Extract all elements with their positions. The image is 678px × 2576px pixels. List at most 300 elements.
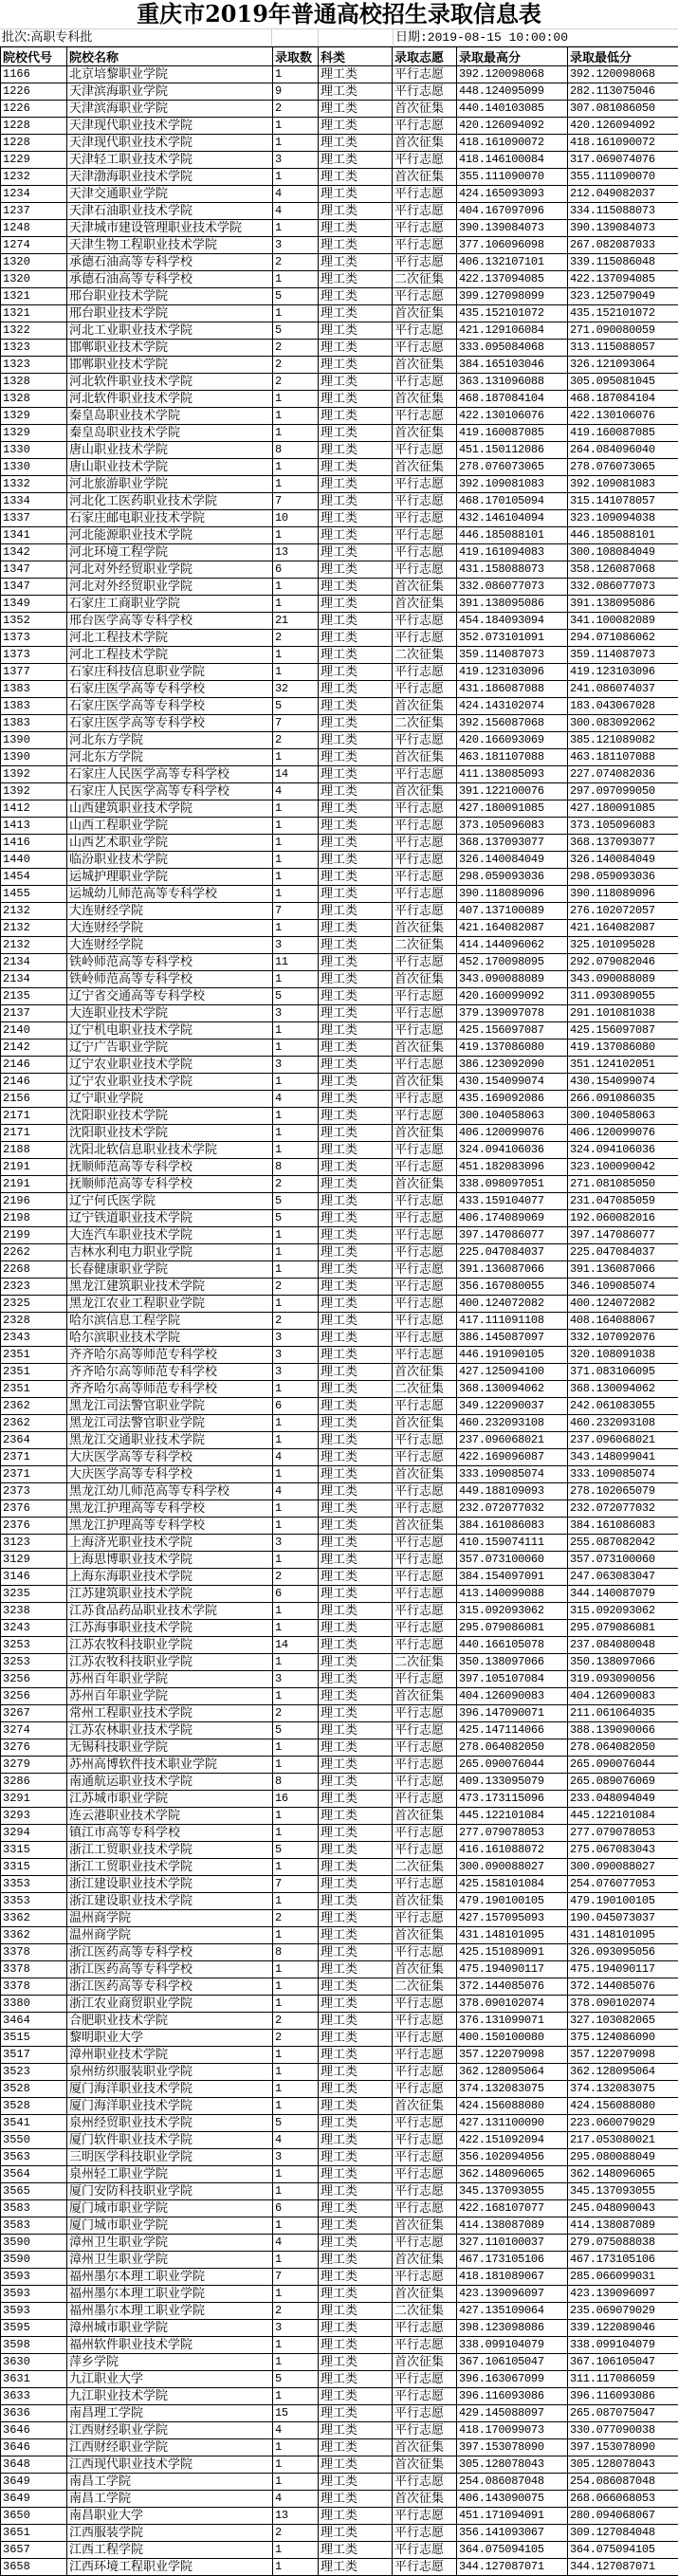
cell-volunteer-type: 平行志愿 <box>393 561 457 579</box>
cell-admitted-count: 1 <box>273 1859 319 1876</box>
cell-school-name: 上海思博职业技术学院 <box>67 1552 273 1569</box>
cell-school-code: 2328 <box>1 1313 67 1330</box>
cell-max-score: 332.086077073 <box>457 579 568 596</box>
cell-admitted-count: 5 <box>273 322 319 340</box>
cell-admitted-count: 2 <box>273 1910 319 1927</box>
cell-min-score: 235.069079029 <box>568 2303 678 2320</box>
cell-min-score: 300.108084049 <box>568 544 678 561</box>
cell-school-code: 3630 <box>1 2354 67 2371</box>
cell-school-name: 大连财经学院 <box>67 903 273 920</box>
table-row <box>1 647 678 664</box>
table-row <box>1 2525 678 2542</box>
cell-school-name: 江苏农林职业技术学院 <box>67 1722 273 1739</box>
cell-min-score: 320.108091038 <box>568 1347 678 1364</box>
cell-volunteer-type: 平行志愿 <box>393 869 457 886</box>
cell-min-score: 339.122089046 <box>568 2320 678 2337</box>
cell-max-score: 449.188109093 <box>457 1483 568 1500</box>
cell-admitted-count: 6 <box>273 2200 319 2217</box>
cell-volunteer-type: 首次征集 <box>393 2491 457 2508</box>
cell-max-score: 422.169096087 <box>457 1449 568 1466</box>
cell-max-score: 451.182083096 <box>457 1159 568 1176</box>
header-max-score: 录取最高分 <box>457 47 568 66</box>
cell-max-score: 344.127087071 <box>457 2559 568 2576</box>
cell-category: 理工类 <box>319 1654 393 1671</box>
cell-volunteer-type: 首次征集 <box>393 2354 457 2371</box>
cell-volunteer-type: 二次征集 <box>393 1654 457 1671</box>
cell-max-score: 350.138097066 <box>457 1654 568 1671</box>
cell-school-name: 河北软件职业技术学院 <box>67 374 273 391</box>
cell-admitted-count: 1 <box>273 1552 319 1569</box>
cell-admitted-count: 1 <box>273 749 319 766</box>
cell-volunteer-type: 平行志愿 <box>393 1739 457 1757</box>
cell-school-name: 河北工程技术学院 <box>67 630 273 647</box>
cell-category: 理工类 <box>319 1415 393 1432</box>
cell-volunteer-type: 平行志愿 <box>393 732 457 749</box>
cell-school-name: 南昌职业大学 <box>67 2508 273 2525</box>
cell-admitted-count: 2 <box>273 1569 319 1586</box>
table-row <box>1 1159 678 1176</box>
cell-admitted-count: 13 <box>273 544 319 561</box>
cell-volunteer-type: 平行志愿 <box>393 1637 457 1654</box>
cell-school-code: 2134 <box>1 954 67 971</box>
cell-min-score: 327.103082065 <box>568 2013 678 2030</box>
cell-school-name: 哈尔滨职业技术学院 <box>67 1330 273 1347</box>
cell-min-score: 315.092093062 <box>568 1603 678 1620</box>
cell-volunteer-type: 平行志愿 <box>393 1603 457 1620</box>
table-row <box>1 2337 678 2354</box>
cell-category: 理工类 <box>319 1500 393 1518</box>
cell-min-score: 237.096068021 <box>568 1432 678 1449</box>
cell-volunteer-type: 平行志愿 <box>393 2064 457 2081</box>
cell-min-score: 375.124086090 <box>568 2030 678 2047</box>
cell-max-score: 384.165103046 <box>457 357 568 374</box>
table-row <box>1 1381 678 1398</box>
cell-admitted-count: 1 <box>273 2166 319 2183</box>
cell-volunteer-type: 平行志愿 <box>393 1996 457 2013</box>
cell-school-code: 3646 <box>1 2422 67 2439</box>
table-row <box>1 1757 678 1774</box>
cell-admitted-count: 4 <box>273 2132 319 2149</box>
table-row <box>1 322 678 340</box>
cell-school-name: 南通航运职业技术学院 <box>67 1774 273 1791</box>
cell-school-code: 1332 <box>1 476 67 493</box>
cell-school-code: 3276 <box>1 1739 67 1757</box>
cell-admitted-count: 1 <box>273 1244 319 1261</box>
cell-min-score: 344.127087071 <box>568 2559 678 2576</box>
cell-school-code: 1229 <box>1 152 67 169</box>
cell-max-score: 305.128078043 <box>457 2456 568 2474</box>
cell-school-name: 唐山职业技术学院 <box>67 442 273 459</box>
cell-category: 理工类 <box>319 1074 393 1091</box>
cell-volunteer-type: 平行志愿 <box>393 544 457 561</box>
cell-max-score: 425.147114066 <box>457 1722 568 1739</box>
cell-min-score: 421.164082087 <box>568 920 678 937</box>
cell-volunteer-type: 平行志愿 <box>393 2320 457 2337</box>
cell-admitted-count: 3 <box>273 152 319 169</box>
cell-school-name: 泉州纺织服装职业学院 <box>67 2064 273 2081</box>
cell-admitted-count: 1 <box>273 391 319 408</box>
cell-volunteer-type: 平行志愿 <box>393 203 457 220</box>
cell-category: 理工类 <box>319 425 393 442</box>
cell-min-score: 225.047084037 <box>568 1244 678 1261</box>
cell-min-score: 265.090076044 <box>568 1757 678 1774</box>
cell-admitted-count: 1 <box>273 1961 319 1978</box>
cell-min-score: 362.148096065 <box>568 2166 678 2183</box>
cell-max-score: 397.105107084 <box>457 1671 568 1688</box>
cell-admitted-count: 3 <box>273 1057 319 1074</box>
cell-min-score: 326.121093064 <box>568 357 678 374</box>
cell-max-score: 435.152101072 <box>457 305 568 322</box>
cell-category: 理工类 <box>319 954 393 971</box>
cell-min-score: 404.126090083 <box>568 1688 678 1705</box>
cell-category: 理工类 <box>319 135 393 152</box>
cell-max-score: 392.109081083 <box>457 476 568 493</box>
cell-school-name: 辽宁职业学院 <box>67 1091 273 1108</box>
cell-category: 理工类 <box>319 1910 393 1927</box>
cell-volunteer-type: 平行志愿 <box>393 2405 457 2422</box>
cell-admitted-count: 2 <box>273 374 319 391</box>
cell-max-score: 345.137093055 <box>457 2183 568 2200</box>
table-row <box>1 2235 678 2252</box>
cell-school-name: 南昌工学院 <box>67 2491 273 2508</box>
cell-category: 理工类 <box>319 2183 393 2200</box>
cell-school-code: 3267 <box>1 1705 67 1722</box>
table-row <box>1 1022 678 1040</box>
cell-admitted-count: 5 <box>273 698 319 715</box>
cell-min-score: 315.141078057 <box>568 493 678 510</box>
cell-school-code: 1321 <box>1 288 67 305</box>
cell-school-name: 山西艺术职业学院 <box>67 835 273 852</box>
cell-category: 理工类 <box>319 1261 393 1279</box>
table-row <box>1 664 678 681</box>
cell-school-code: 2351 <box>1 1381 67 1398</box>
cell-category: 理工类 <box>319 1364 393 1381</box>
cell-school-code: 3564 <box>1 2166 67 2183</box>
table-row <box>1 254 678 271</box>
cell-category: 理工类 <box>319 783 393 800</box>
cell-volunteer-type: 平行志愿 <box>393 1944 457 1961</box>
cell-school-code: 1248 <box>1 220 67 237</box>
cell-min-score: 343.090088089 <box>568 971 678 988</box>
cell-school-code: 3636 <box>1 2405 67 2422</box>
cell-admitted-count: 5 <box>273 1722 319 1739</box>
cell-admitted-count: 1 <box>273 1261 319 1279</box>
cell-school-name: 天津现代职业技术学院 <box>67 118 273 135</box>
cell-school-name: 黑龙江农业工程职业学院 <box>67 1296 273 1313</box>
cell-volunteer-type: 平行志愿 <box>393 186 457 203</box>
cell-school-name: 齐齐哈尔高等师范专科学校 <box>67 1381 273 1398</box>
table-row <box>1 408 678 425</box>
cell-min-score: 392.109081083 <box>568 476 678 493</box>
cell-admitted-count: 1 <box>273 1927 319 1944</box>
cell-volunteer-type: 平行志愿 <box>393 954 457 971</box>
table-row <box>1 1825 678 1842</box>
cell-max-score: 374.132083075 <box>457 2081 568 2098</box>
cell-max-score: 315.092093062 <box>457 1603 568 1620</box>
page-title: 重庆市2019年普通高校招生录取信息表 <box>0 0 678 29</box>
cell-volunteer-type: 平行志愿 <box>393 613 457 630</box>
cell-category: 理工类 <box>319 1569 393 1586</box>
cell-category: 理工类 <box>319 2508 393 2525</box>
table-row <box>1 1091 678 1108</box>
cell-volunteer-type: 首次征集 <box>393 579 457 596</box>
cell-school-code: 1373 <box>1 647 67 664</box>
cell-category: 理工类 <box>319 83 393 101</box>
cell-admitted-count: 1 <box>273 664 319 681</box>
cell-school-name: 河北东方学院 <box>67 732 273 749</box>
cell-max-score: 391.136087066 <box>457 1261 568 1279</box>
cell-school-name: 浙江医药高等专科学校 <box>67 1944 273 1961</box>
cell-admitted-count: 4 <box>273 1091 319 1108</box>
cell-max-score: 359.114087073 <box>457 647 568 664</box>
cell-admitted-count: 3 <box>273 2320 319 2337</box>
table-row <box>1 1040 678 1057</box>
cell-school-code: 3378 <box>1 1961 67 1978</box>
cell-school-code: 2351 <box>1 1364 67 1381</box>
table-row <box>1 800 678 818</box>
cell-school-name: 浙江医药高等专科学校 <box>67 1961 273 1978</box>
cell-admitted-count: 4 <box>273 1483 319 1500</box>
cell-min-score: 344.140087079 <box>568 1586 678 1603</box>
cell-admitted-count: 1 <box>273 1500 319 1518</box>
cell-school-name: 江苏建筑职业技术学院 <box>67 1586 273 1603</box>
cell-category: 理工类 <box>319 1040 393 1057</box>
cell-max-score: 384.154097091 <box>457 1569 568 1586</box>
cell-volunteer-type: 平行志愿 <box>393 852 457 869</box>
cell-max-score: 410.159074111 <box>457 1535 568 1552</box>
cell-max-score: 454.184093094 <box>457 613 568 630</box>
cell-min-score: 345.137093055 <box>568 2183 678 2200</box>
cell-admitted-count: 2 <box>273 1313 319 1330</box>
cell-min-score: 325.101095028 <box>568 937 678 954</box>
cell-min-score: 265.089076069 <box>568 1774 678 1791</box>
table-row <box>1 1176 678 1193</box>
cell-volunteer-type: 平行志愿 <box>393 1347 457 1364</box>
cell-volunteer-type: 平行志愿 <box>393 1910 457 1927</box>
cell-category: 理工类 <box>319 2354 393 2371</box>
cell-max-score: 396.147090071 <box>457 1705 568 1722</box>
cell-category: 理工类 <box>319 800 393 818</box>
table-row <box>1 561 678 579</box>
cell-category: 理工类 <box>319 869 393 886</box>
table-row <box>1 1210 678 1227</box>
cell-max-score: 368.130094062 <box>457 1381 568 1398</box>
cell-school-code: 3649 <box>1 2474 67 2491</box>
cell-category: 理工类 <box>319 698 393 715</box>
cell-volunteer-type: 平行志愿 <box>393 476 457 493</box>
table-row <box>1 2269 678 2286</box>
cell-school-name: 河北工业职业技术学院 <box>67 322 273 340</box>
cell-school-code: 1226 <box>1 83 67 101</box>
cell-max-score: 384.161086083 <box>457 1518 568 1535</box>
cell-school-code: 2268 <box>1 1261 67 1279</box>
cell-max-score: 295.079086081 <box>457 1620 568 1637</box>
cell-category: 理工类 <box>319 442 393 459</box>
cell-admitted-count: 1 <box>273 971 319 988</box>
table-row <box>1 2013 678 2030</box>
table-row <box>1 1774 678 1791</box>
cell-max-score: 400.124072082 <box>457 1296 568 1313</box>
cell-volunteer-type: 首次征集 <box>393 425 457 442</box>
cell-min-score: 233.048094049 <box>568 1791 678 1808</box>
cell-volunteer-type: 平行志愿 <box>393 2371 457 2388</box>
cell-school-name: 漳州卫生职业学院 <box>67 2235 273 2252</box>
cell-admitted-count: 1 <box>273 1466 319 1483</box>
cell-volunteer-type: 平行志愿 <box>393 2559 457 2576</box>
table-row <box>1 442 678 459</box>
table-row <box>1 783 678 800</box>
cell-min-score: 368.130094062 <box>568 1381 678 1398</box>
cell-admitted-count: 1 <box>273 169 319 186</box>
cell-min-score: 397.153078090 <box>568 2439 678 2456</box>
cell-category: 理工类 <box>319 1108 393 1125</box>
cell-volunteer-type: 平行志愿 <box>393 2183 457 2200</box>
cell-category: 理工类 <box>319 391 393 408</box>
cell-admitted-count: 5 <box>273 1842 319 1859</box>
cell-min-score: 446.185088101 <box>568 527 678 544</box>
cell-admitted-count: 2 <box>273 630 319 647</box>
cell-category: 理工类 <box>319 1057 393 1074</box>
table-row <box>1 1432 678 1449</box>
cell-min-score: 362.128095064 <box>568 2064 678 2081</box>
table-row <box>1 2439 678 2456</box>
cell-school-code: 3294 <box>1 1825 67 1842</box>
cell-max-score: 425.156097087 <box>457 1022 568 1040</box>
cell-category: 理工类 <box>319 374 393 391</box>
cell-min-score: 422.130106076 <box>568 408 678 425</box>
cell-category: 理工类 <box>319 2474 393 2491</box>
cell-admitted-count: 8 <box>273 1774 319 1791</box>
table-row <box>1 2456 678 2474</box>
cell-category: 理工类 <box>319 271 393 288</box>
table-row <box>1 2200 678 2217</box>
cell-school-name: 齐齐哈尔高等师范专科学校 <box>67 1364 273 1381</box>
cell-school-name: 温州商学院 <box>67 1910 273 1927</box>
cell-category: 理工类 <box>319 2559 393 2576</box>
cell-school-name: 河北对外经贸职业学院 <box>67 561 273 579</box>
cell-max-score: 349.122090037 <box>457 1398 568 1415</box>
cell-admitted-count: 1 <box>273 1893 319 1910</box>
cell-category: 理工类 <box>319 2081 393 2098</box>
cell-admitted-count: 1 <box>273 1125 319 1142</box>
cell-school-code: 2376 <box>1 1500 67 1518</box>
cell-max-score: 254.086087048 <box>457 2474 568 2491</box>
table-row <box>1 1057 678 1074</box>
cell-volunteer-type: 首次征集 <box>393 971 457 988</box>
cell-min-score: 311.117086059 <box>568 2371 678 2388</box>
cell-school-code: 1329 <box>1 408 67 425</box>
cell-school-name: 江西财经职业学院 <box>67 2439 273 2456</box>
cell-school-code: 1334 <box>1 493 67 510</box>
table-row <box>1 596 678 613</box>
cell-category: 理工类 <box>319 1842 393 1859</box>
cell-school-name: 长春健康职业学院 <box>67 1261 273 1279</box>
cell-volunteer-type: 首次征集 <box>393 1176 457 1193</box>
cell-max-score: 430.154099074 <box>457 1074 568 1091</box>
cell-school-name: 辽宁何氏医学院 <box>67 1193 273 1210</box>
table-row <box>1 2030 678 2047</box>
cell-min-score: 378.090102074 <box>568 1996 678 2013</box>
cell-max-score: 418.181089067 <box>457 2269 568 2286</box>
table-row <box>1 971 678 988</box>
cell-admitted-count: 3 <box>273 1671 319 1688</box>
table-row <box>1 1415 678 1432</box>
cell-school-code: 3353 <box>1 1893 67 1910</box>
cell-max-score: 396.116093086 <box>457 2388 568 2405</box>
cell-school-name: 三明医学科技职业学院 <box>67 2149 273 2166</box>
cell-school-name: 沈阳北软信息职业技术学院 <box>67 1142 273 1159</box>
cell-admitted-count: 1 <box>273 2064 319 2081</box>
cell-max-score: 399.127098099 <box>457 288 568 305</box>
cell-min-score: 391.136087066 <box>568 1261 678 1279</box>
cell-volunteer-type: 首次征集 <box>393 596 457 613</box>
cell-school-code: 2137 <box>1 1005 67 1022</box>
cell-volunteer-type: 平行志愿 <box>393 442 457 459</box>
cell-admitted-count: 4 <box>273 2491 319 2508</box>
cell-school-code: 3650 <box>1 2508 67 2525</box>
cell-max-score: 356.141093067 <box>457 2525 568 2542</box>
cell-category: 理工类 <box>319 886 393 903</box>
cell-volunteer-type: 二次征集 <box>393 1381 457 1398</box>
cell-min-score: 278.076073065 <box>568 459 678 476</box>
cell-school-name: 唐山职业技术学院 <box>67 459 273 476</box>
cell-school-name: 萍乡学院 <box>67 2354 273 2371</box>
cell-school-code: 3590 <box>1 2252 67 2269</box>
cell-school-name: 铁岭师范高等专科学校 <box>67 954 273 971</box>
cell-admitted-count: 1 <box>273 818 319 835</box>
cell-max-score: 237.096068021 <box>457 1432 568 1449</box>
table-row <box>1 937 678 954</box>
cell-admitted-count: 1 <box>273 1022 319 1040</box>
table-row <box>1 732 678 749</box>
cell-volunteer-type: 平行志愿 <box>393 1449 457 1466</box>
cell-category: 理工类 <box>319 2388 393 2405</box>
cell-min-score: 358.126087068 <box>568 561 678 579</box>
cell-school-name: 临汾职业技术学院 <box>67 852 273 869</box>
cell-category: 理工类 <box>319 613 393 630</box>
cell-school-code: 1234 <box>1 186 67 203</box>
cell-admitted-count: 2 <box>273 2303 319 2320</box>
table-row <box>1 1961 678 1978</box>
cell-category: 理工类 <box>319 322 393 340</box>
cell-admitted-count: 3 <box>273 1364 319 1381</box>
cell-max-score: 422.130106076 <box>457 408 568 425</box>
cell-min-score: 285.066099031 <box>568 2269 678 2286</box>
cell-min-score: 390.118089096 <box>568 886 678 903</box>
cell-min-score: 276.102072057 <box>568 903 678 920</box>
cell-admitted-count: 1 <box>273 66 319 83</box>
table-row <box>1 1193 678 1210</box>
table-row <box>1 135 678 152</box>
cell-max-score: 300.090088027 <box>457 1859 568 1876</box>
table-row <box>1 2217 678 2235</box>
cell-volunteer-type: 首次征集 <box>393 2252 457 2269</box>
cell-school-name: 黑龙江司法警官职业学院 <box>67 1415 273 1432</box>
cell-volunteer-type: 平行志愿 <box>393 1227 457 1244</box>
cell-school-code: 1455 <box>1 886 67 903</box>
cell-school-code: 3253 <box>1 1654 67 1671</box>
cell-category: 理工类 <box>319 2064 393 2081</box>
cell-school-code: 3590 <box>1 2235 67 2252</box>
cell-max-score: 440.140103085 <box>457 101 568 118</box>
table-body <box>1 66 678 2576</box>
table-row <box>1 1910 678 1927</box>
cell-admitted-count: 1 <box>273 1603 319 1620</box>
cell-category: 理工类 <box>319 1159 393 1176</box>
cell-category: 理工类 <box>319 1398 393 1415</box>
cell-volunteer-type: 平行志愿 <box>393 2422 457 2439</box>
cell-admitted-count: 1 <box>273 1415 319 1432</box>
